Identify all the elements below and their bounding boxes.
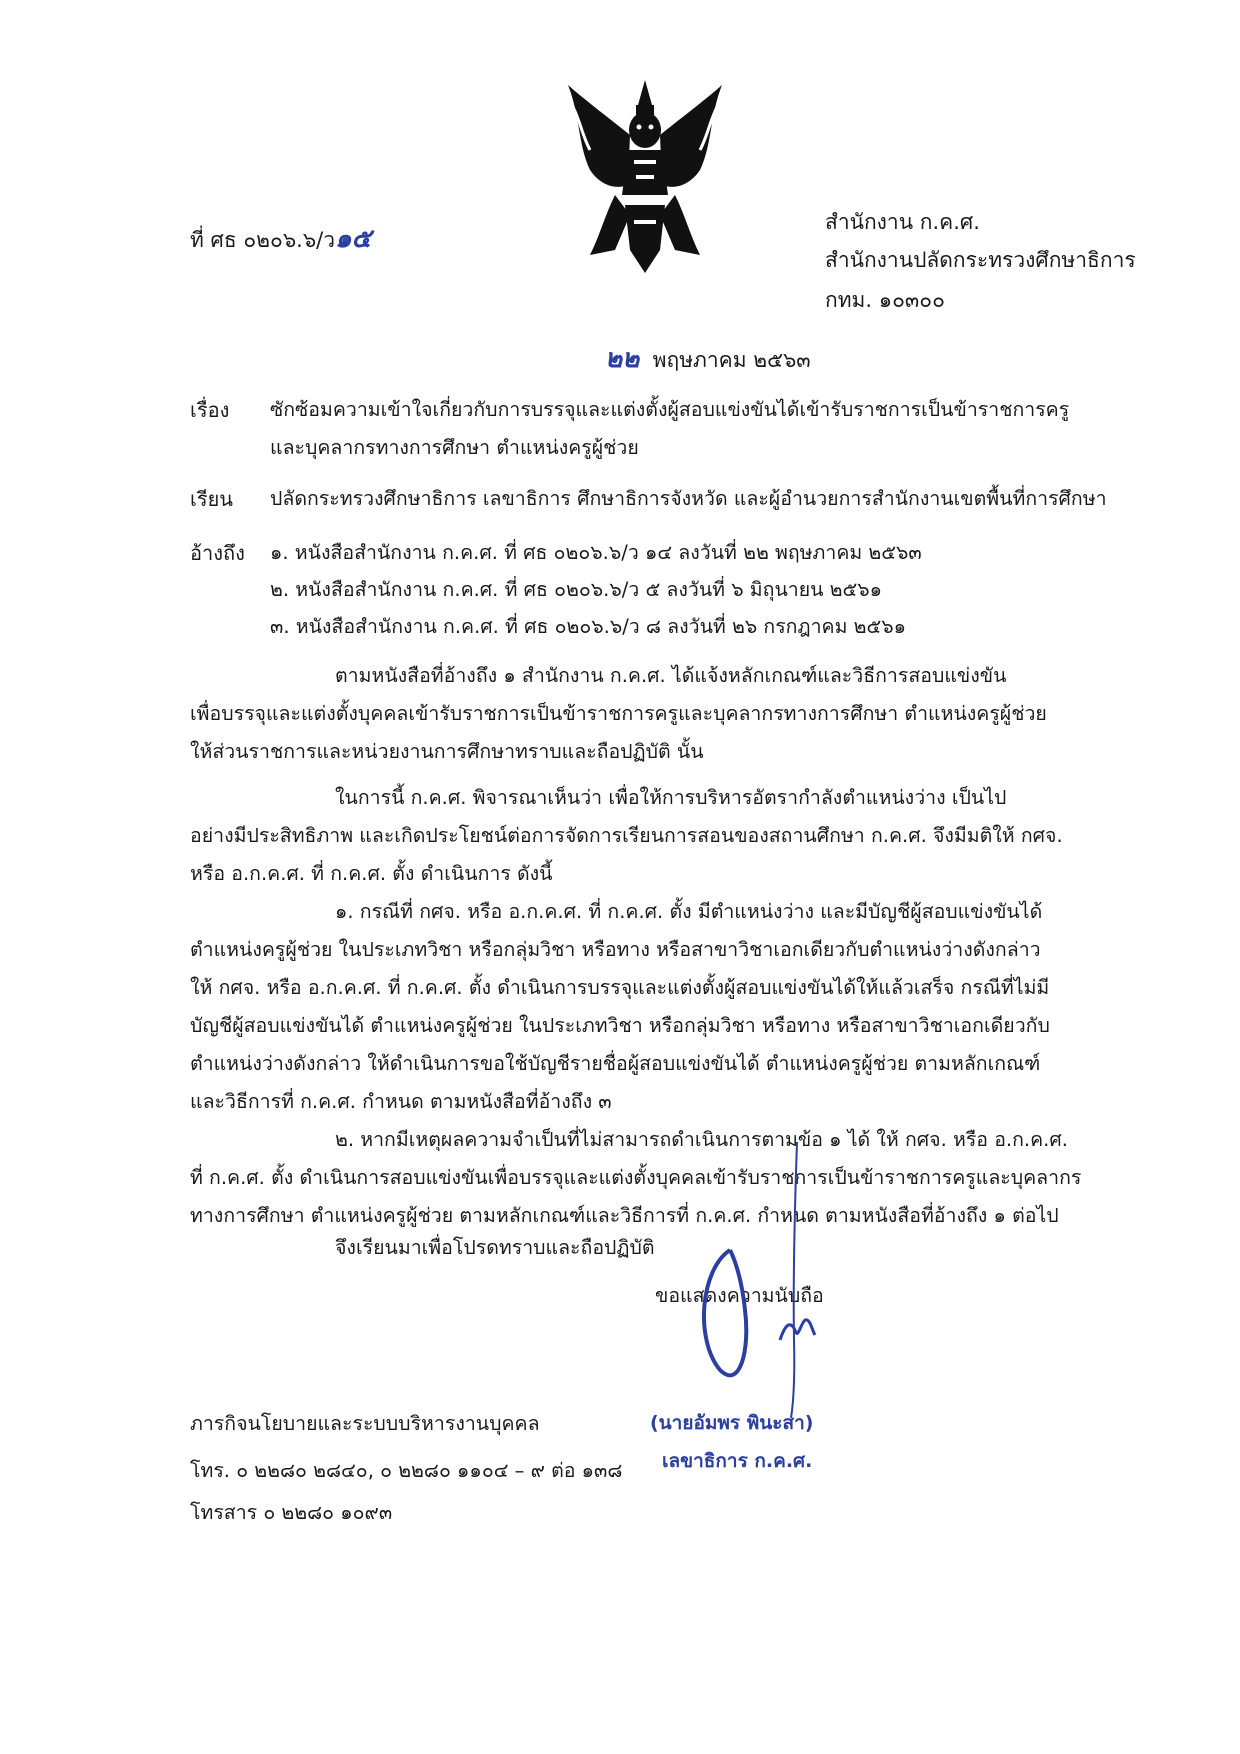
body-paragraph-3-line-3: ให้ กศจ. หรือ อ.ก.ค.ศ. ที่ ก.ค.ศ. ตั้ง ดำเนินการบรรจุและแต่งตั้งผู้สอบแข่งขันได้ให้แล้วเสร็จ กรณีที่ไม่มี <box>190 976 1050 999</box>
to-recipients: ปลัดกระทรวงศึกษาธิการ เลขาธิการ ศึกษาธิการจังหวัด และผู้อำนวยการสำนักงานเขตพื้นที่การศึกษา <box>270 487 1107 510</box>
body-paragraph-3-line-1: ๑. กรณีที่ กศจ. หรือ อ.ก.ค.ศ. ที่ ก.ค.ศ. ตั้ง มีตำแหน่งว่าง และมีบัญชีผู้สอบแข่งขันได้ <box>335 900 1043 923</box>
signatory-title: เลขาธิการ ก.ค.ศ. <box>662 1450 813 1472</box>
reference-item-3: ๓. หนังสือสำนักงาน ก.ค.ศ. ที่ ศธ ๐๒๐๖.๖/ว ๘ ลงวันที่ ๒๖ กรกฎาคม ๒๕๖๑ <box>270 615 906 638</box>
closing-line: จึงเรียนมาเพื่อโปรดทราบและถือปฏิบัติ <box>335 1236 655 1259</box>
body-paragraph-3-line-6: และวิธีการที่ ก.ค.ศ. กำหนด ตามหนังสือที่อ้างถึง ๓ <box>190 1090 612 1113</box>
subject-label: เรื่อง <box>190 398 230 422</box>
footer-fax: โทรสาร ๐ ๒๒๘๐ ๑๐๙๓ <box>190 1501 393 1524</box>
body-paragraph-4-line-3: ทางการศึกษา ตำแหน่งครูผู้ช่วย ตามหลักเกณฑ์และวิธีการที่ ก.ค.ศ. กำหนด ตามหนังสือที่อ้างถึง ๑ ต่อไป <box>190 1204 1059 1227</box>
footer-department: ภารกิจนโยบายและระบบบริหารงานบุคคล <box>190 1412 540 1435</box>
date-day-handwritten: ๒๒ <box>605 344 640 374</box>
body-paragraph-3-line-4: บัญชีผู้สอบแข่งขันได้ ตำแหน่งครูผู้ช่วย ในประเภทวิชา หรือกลุ่มวิชา หรือทาง หรือสาขาวิชาเอกเดียวกับ <box>190 1014 1050 1037</box>
reference-item-2: ๒. หนังสือสำนักงาน ก.ค.ศ. ที่ ศธ ๐๒๐๖.๖/ว ๕ ลงวันที่ ๖ มิถุนายน ๒๕๖๑ <box>270 578 883 601</box>
to-label: เรียน <box>190 487 233 511</box>
body-paragraph-2-line-1: ในการนี้ ก.ค.ศ. พิจารณาเห็นว่า เพื่อให้การบริหารอัตรากำลังตำแหน่งว่าง เป็นไป <box>335 786 1007 809</box>
body-paragraph-1-line-1: ตามหนังสือที่อ้างถึง ๑ สำนักงาน ก.ค.ศ. ได้แจ้งหลักเกณฑ์และวิธีการสอบแข่งขัน <box>335 664 1007 687</box>
letter-date <box>605 338 811 379</box>
subject-line-2: และบุคลากรทางการศึกษา ตำแหน่งครูผู้ช่วย <box>270 436 639 459</box>
office-line-1: สำนักงาน ก.ค.ศ. <box>825 210 980 234</box>
handwritten-signature <box>690 1230 840 1390</box>
body-paragraph-3-line-2: ตำแหน่งครูผู้ช่วย ในประเภทวิชา หรือกลุ่มวิชา หรือทาง หรือสาขาวิชาเอกเดียวกับตำแหน่งว่างดังกล่าว <box>190 938 1041 961</box>
signatory-name: (นายอัมพร พินะสา) <box>650 1412 814 1434</box>
date-month-year: พฤษภาคม ๒๕๖๓ <box>652 348 811 372</box>
office-line-3: กทม. ๑๐๓๐๐ <box>825 288 945 312</box>
footer-phone: โทร. ๐ ๒๒๘๐ ๒๘๔๐, ๐ ๒๒๘๐ ๑๑๐๔ – ๙ ต่อ ๑๓๘ <box>190 1459 623 1482</box>
body-paragraph-1-line-2: เพื่อบรรจุและแต่งตั้งบุคคลเข้ารับราชการเป็นข้าราชการครูและบุคลากรทางการศึกษา ตำแหน่งครูผู้ช่วย <box>190 702 1047 725</box>
reference-item-1: ๑. หนังสือสำนักงาน ก.ค.ศ. ที่ ศธ ๐๒๐๖.๖/ว ๑๔ ลงวันที่ ๒๒ พฤษภาคม ๒๕๖๓ <box>270 541 922 564</box>
body-paragraph-2-line-3: หรือ อ.ก.ค.ศ. ที่ ก.ค.ศ. ตั้ง ดำเนินการ ดังนี้ <box>190 862 553 885</box>
body-paragraph-4-line-2: ที่ ก.ค.ศ. ตั้ง ดำเนินการสอบแข่งขันเพื่อบรรจุและแต่งตั้งบุคคลเข้ารับราชการเป็นข้าราชการครูและบุคลากร <box>190 1166 1082 1189</box>
references-label: อ้างถึง <box>190 541 245 565</box>
reference-handwritten-number: ๑๕ <box>335 224 372 254</box>
body-paragraph-4-line-1: ๒. หากมีเหตุผลความจำเป็นที่ไม่สามารถดำเนินการตามข้อ ๑ ได้ ให้ กศจ. หรือ อ.ก.ค.ศ. <box>335 1128 1068 1151</box>
garuda-emblem <box>560 75 730 275</box>
subject-line-1: ซักซ้อมความเข้าใจเกี่ยวกับการบรรจุและแต่งตั้งผู้สอบแข่งขันได้เข้ารับราชการเป็นข้าราชการครู <box>270 398 1070 421</box>
salutation: ขอแสดงความนับถือ <box>655 1284 824 1307</box>
body-paragraph-2-line-2: อย่างมีประสิทธิภาพ และเกิดประโยชน์ต่อการจัดการเรียนการสอนของสถานศึกษา ก.ค.ศ. จึงมีมติให้ กศจ. <box>190 824 1063 847</box>
body-paragraph-3-line-5: ตำแหน่งว่างดังกล่าว ให้ดำเนินการขอใช้บัญชีรายชื่อผู้สอบแข่งขันได้ ตำแหน่งครูผู้ช่วย ตามหลักเกณฑ์ <box>190 1052 1041 1075</box>
reference-prefix: ที่ ศธ ๐๒๐๖.๖/ว <box>190 228 336 252</box>
office-line-2: สำนักงานปลัดกระทรวงศึกษาธิการ <box>825 248 1136 272</box>
body-paragraph-1-line-3: ให้ส่วนราชการและหน่วยงานการศึกษาทราบและถือปฏิบัติ นั้น <box>190 740 704 763</box>
reference-number <box>190 218 371 259</box>
